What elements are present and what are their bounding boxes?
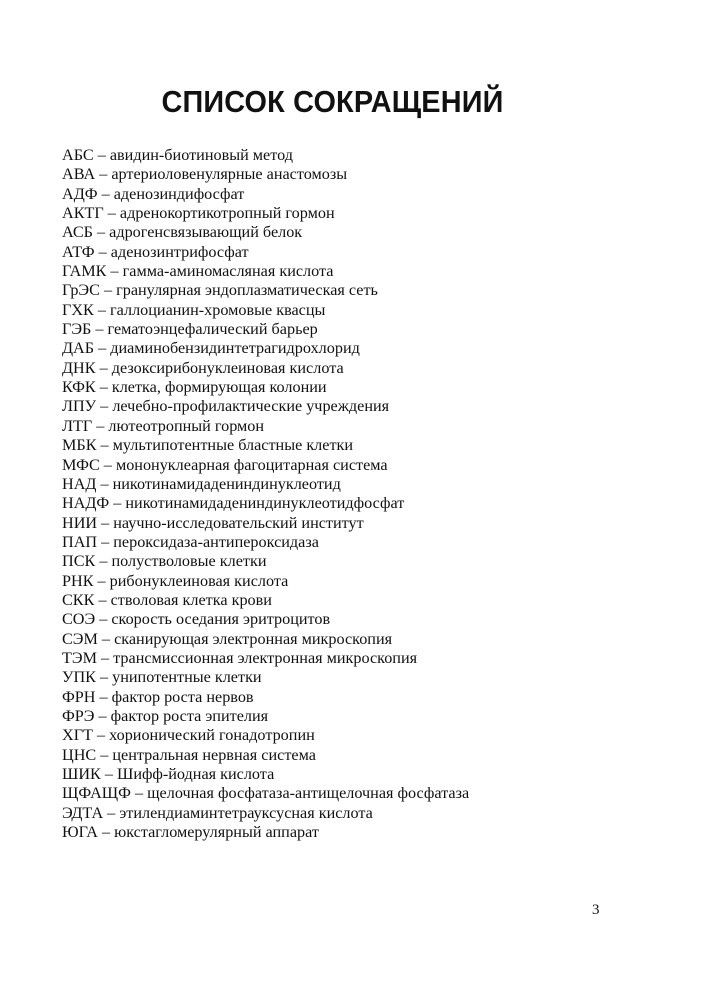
list-item: ТЭМ – трансмиссионная электронная микроскопия — [62, 648, 418, 667]
list-item: ПСК – полустволовые клетки — [62, 552, 267, 571]
list-item: ДАБ – диаминобензидинтетрагидрохлорид — [62, 339, 360, 358]
list-item: ЩФАЩФ – щелочная фосфатаза-антищелочная фосфатаза — [62, 784, 470, 803]
list-item: НИИ – научно-исследовательский институт — [62, 513, 364, 532]
list-item: ЛТГ – лютеотропный гормон — [62, 416, 265, 435]
list-item: СОЭ – скорость оседания эритроцитов — [62, 610, 331, 629]
list-item: ЛПУ – лечебно-профилактические учреждения — [62, 397, 390, 416]
list-item: ПАП – пероксидаза-антипероксидаза — [62, 532, 319, 551]
page-title: СПИСОК СОКРАЩЕНИЙ — [161, 84, 504, 119]
list-item: СЭМ – сканирующая электронная микроскопия — [62, 629, 393, 648]
list-item: УПК – унипотентные клетки — [62, 668, 262, 687]
list-item: АТФ – аденозинтрифосфат — [62, 242, 249, 261]
list-item: ГрЭС – гранулярная эндоплазматическая сеть — [62, 281, 378, 300]
list-item: АБС – авидин-биотиновый метод — [62, 146, 293, 164]
list-item: ГАМК – гамма-аминомасляная кислота — [62, 262, 334, 281]
list-item: ХГТ – хорионический гонадотропин — [62, 726, 315, 745]
list-item: ГХК – галлоцианин-хромовые квасцы — [62, 300, 326, 319]
list-item: ЭДТА – этилендиаминтетрауксусная кислота — [62, 803, 373, 822]
list-item: ДНК – дезоксирибонуклеиновая кислота — [62, 358, 344, 377]
list-item: ГЭБ – гематоэнцефалический барьер — [62, 320, 318, 339]
page-number: 3 — [592, 902, 600, 918]
list-item: АВА – артериоловенулярные анастомозы — [62, 165, 348, 184]
list-item: АКТГ – адренокортикотропный гормон — [62, 204, 335, 223]
list-item: ЦНС – центральная нервная система — [62, 745, 316, 764]
list-item: НАДФ – никотинамидадениндинуклеотидфосфат — [62, 494, 405, 513]
list-item: МБК – мультипотентные бластные клетки — [62, 436, 354, 455]
list-item: ФРЭ – фактор роста эпителия — [62, 706, 269, 725]
list-item: СКК – стволовая клетка крови — [62, 590, 272, 609]
list-item: РНК – рибонуклеиновая кислота — [62, 571, 289, 590]
list-item: АСБ – адрогенсвязывающий белок — [62, 223, 303, 242]
list-item: ШИК – Шифф-йодная кислота — [62, 765, 275, 783]
list-item: КФК – клетка, формирующая колонии — [62, 378, 327, 397]
list-item: АДФ – аденозиндифосфат — [62, 184, 245, 203]
list-item: НАД – никотинамидадениндинуклеотид — [62, 474, 341, 493]
abbreviation-list — [62, 146, 662, 842]
list-item: МФС – мононуклеарная фагоцитарная система — [62, 455, 388, 474]
list-item: ЮГА – юкстагломерулярный аппарат — [62, 823, 319, 842]
list-item: ФРН – фактор роста нервов — [62, 687, 254, 706]
